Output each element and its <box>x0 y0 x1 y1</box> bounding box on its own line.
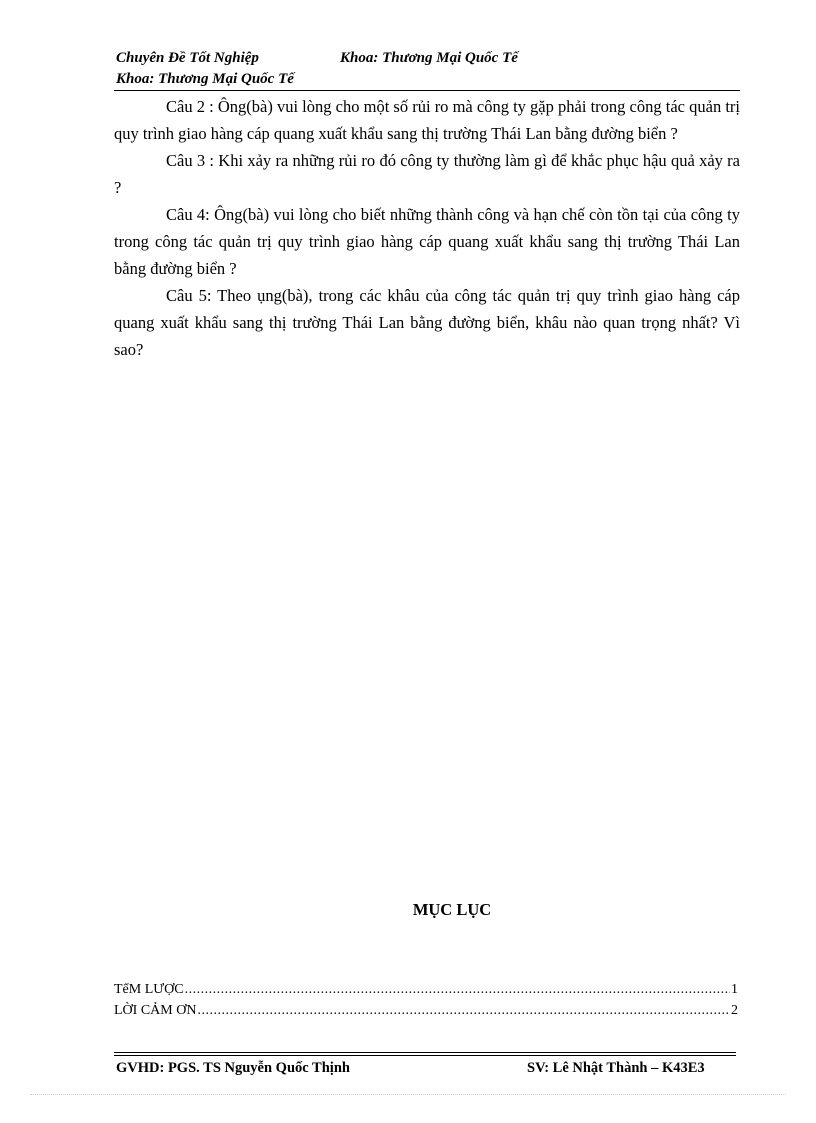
toc-entry-page: 1 <box>731 982 738 997</box>
toc-entry[interactable] <box>114 1002 738 1020</box>
footer-divider-top <box>114 1052 736 1053</box>
toc-entry[interactable] <box>114 981 738 999</box>
toc-entry-page: 2 <box>731 1003 738 1018</box>
toc-entry-label: LỜI CẢM ƠN <box>114 1003 197 1018</box>
toc-leader-dots <box>197 1002 730 1020</box>
footer-divider-bottom <box>114 1055 736 1056</box>
paragraph-question-3: Câu 3 : Khi xảy ra những rủi ro đó công ty thường làm gì để khắc phục hậu quả xảy ra ? <box>114 151 740 197</box>
page-boundary-line <box>30 1094 786 1095</box>
paragraph-question-2: Câu 2 : Ông(bà) vui lòng cho một số rủi ro mà công ty gặp phải trong công tác quản trị quy trình giao hàng cáp quang xuất khẩu sang thị trường Thái Lan bằng đường biển ? <box>114 97 740 143</box>
footer-advisor: GVHD: PGS. TS Nguyễn Quốc Thịnh <box>116 1060 350 1076</box>
header-title: Chuyên Đề Tốt Nghiệp <box>116 50 259 66</box>
document-body <box>114 93 740 363</box>
toc-leader-dots <box>185 981 730 999</box>
header-faculty-second-line: Khoa: Thương Mại Quốc Tế <box>116 71 294 87</box>
header-divider <box>114 90 740 91</box>
header-faculty: Khoa: Thương Mại Quốc Tế <box>340 50 518 66</box>
paragraph-question-4: Câu 4: Ông(bà) vui lòng cho biết những thành công và hạn chế còn tồn tại của công ty trong công tác quản trị quy trình giao hàng cáp quang xuất khẩu sang thị trường Thái Lan bằng đường biển ? <box>114 205 740 278</box>
toc-title: MỤC LỤC <box>412 900 492 919</box>
footer-student: SV: Lê Nhật Thành – K43E3 <box>527 1060 705 1076</box>
toc-entry-label: TểM LƯỢC <box>114 982 184 997</box>
paragraph-question-5: Câu 5: Theo ụng(bà), trong các khâu của công tác quản trị quy trình giao hàng cáp quang xuất khẩu sang thị trường Thái Lan bằng đường biển, khâu nào quan trọng nhất? Vì sao? <box>114 286 740 359</box>
